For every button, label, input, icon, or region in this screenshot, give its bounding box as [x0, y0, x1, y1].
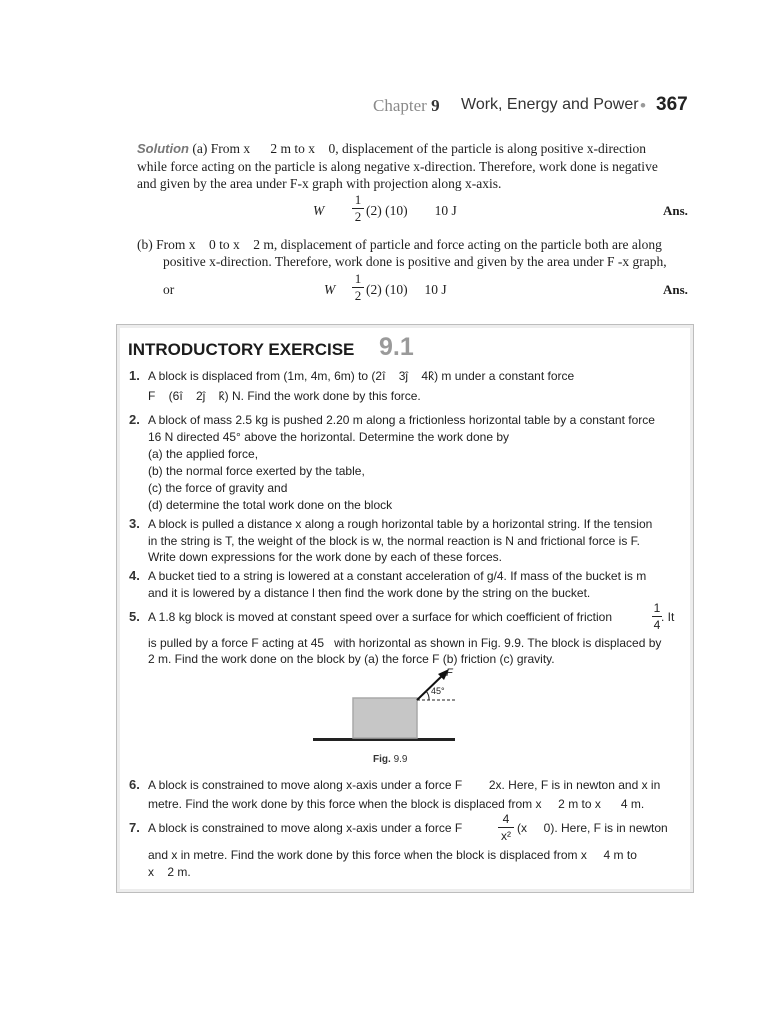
q7-line1a: A block is constrained to move along x-axis under a force F	[148, 821, 463, 835]
block	[353, 698, 417, 738]
eq1-w	[313, 202, 324, 219]
chapter-label	[373, 96, 440, 116]
q7-number: 7.	[129, 820, 140, 835]
q2-line2: 16 N directed 45° above the horizontal. Determine the work done by	[148, 430, 510, 444]
q2-option-a: (a) the applied force,	[148, 447, 259, 461]
eq1-w-symbol: W	[313, 203, 325, 218]
answer-label-1: Ans.	[663, 203, 688, 218]
q1-line1: A block is displaced from (1m, 4m, 6m) to (2î 3ĵ 4k̂) m under a constant force	[148, 369, 575, 383]
answer-label-2: Ans.	[663, 282, 688, 297]
q3-line3: Write down expressions for the work done by each of these forces.	[148, 550, 502, 564]
q7-fraction-denominator: x²	[501, 829, 511, 843]
q5-line2: is pulled by a force F acting at 45 with horizontal as shown in Fig. 9.9. The block is displaced by	[148, 636, 662, 650]
fraction-bar	[498, 827, 514, 828]
q7-fraction-numerator: 4	[502, 812, 510, 826]
or-word: or	[163, 282, 175, 297]
eq2-fraction	[352, 272, 364, 303]
chapter-word: Chapter	[373, 96, 427, 115]
q2-option-d: (d) determine the total work done on the block	[148, 498, 393, 512]
chapter-number: 9	[431, 96, 440, 115]
header-bullet: •	[640, 96, 646, 115]
solution-label: Solution	[137, 141, 189, 156]
q7-fraction	[498, 812, 514, 843]
eq1-denominator: 2	[354, 209, 362, 224]
q1-number: 1.	[129, 368, 140, 383]
q6-line2: metre. Find the work done by this force when the block is displaced from x 2 m to x 4 m.	[148, 797, 645, 811]
q5-line1: A 1.8 kg block is moved at constant speed over a surface for which coefficient of friction	[148, 610, 613, 624]
q3-line2: in the string is T, the weight of the block is w, the normal reaction is N and frictional force is F.	[148, 534, 641, 548]
q7-line1b: (x 0). Here, F is in newton	[517, 821, 668, 835]
eq1-fraction	[352, 193, 364, 224]
solution-b-line1: (b) From x 0 to x 2 m, displacement of particle and force acting on the particle both are along	[137, 237, 662, 252]
q2-option-b: (b) the normal force exerted by the table,	[148, 464, 365, 478]
q5-number: 5.	[129, 609, 140, 624]
q5-line3: 2 m. Find the work done on the block by (a) the force F (b) friction (c) gravity.	[148, 652, 555, 666]
solution-a-line2: while force acting on the particle is along negative x-direction. Therefore, work done is negative	[137, 159, 658, 174]
q3-line1: A block is pulled a distance x along a rough horizontal table by a horizontal string. If the tension	[148, 517, 653, 531]
eq1-numerator: 1	[354, 192, 362, 207]
exercise-number: 9.1	[379, 333, 414, 361]
q7-line2: and x in metre. Find the work done by this force when the block is displaced from x 4 m to	[148, 848, 637, 862]
eq2-denominator: 2	[354, 288, 362, 303]
figure-caption-number: 9.9	[393, 754, 408, 765]
q6-line1: A block is constrained to move along x-axis under a force F 2x. Here, F is in newton and x in	[148, 778, 661, 792]
eq2-w-symbol: W	[324, 282, 336, 297]
page-number: 367	[656, 94, 688, 115]
q4-line2: and it is lowered by a distance l then find the work done by the string on the bucket.	[148, 586, 591, 600]
q1-line2: F (6î 2ĵ k̂) N. Find the work done by this force.	[148, 389, 421, 403]
q6-number: 6.	[129, 777, 140, 792]
eq2-w	[324, 281, 335, 298]
q5-fraction-numerator: 1	[653, 601, 661, 615]
angle-arc	[426, 691, 429, 700]
q2-number: 2.	[129, 412, 140, 427]
angle-label: 45°	[431, 686, 445, 696]
solution-a-line1: (a) From x 2 m to x 0, displacement of the particle is along positive x-direction	[192, 141, 647, 156]
force-label: F	[446, 667, 453, 679]
q5-fraction-denominator: 4	[653, 618, 661, 632]
q5-it: . It	[661, 610, 675, 624]
q2-option-c: (c) the force of gravity and	[148, 481, 288, 495]
figure-caption-word: Fig.	[373, 754, 391, 765]
exercise-title: INTRODUCTORY EXERCISE	[128, 340, 355, 359]
q4-line1: A bucket tied to a string is lowered at a constant acceleration of g/4. If mass of the bucket is m	[148, 569, 647, 583]
q2-line1: A block of mass 2.5 kg is pushed 2.20 m along a frictionless horizontal table by a constant force	[148, 413, 655, 427]
chapter-title: Work, Energy and Power	[461, 96, 639, 113]
eq2-rest: (2) (10) 10 J	[366, 282, 447, 297]
eq2-numerator: 1	[354, 271, 362, 286]
solution-a-line3: and given by the area under F-x graph with projection along x-axis.	[137, 176, 502, 191]
q3-number: 3.	[129, 516, 140, 531]
eq1-rest: (2) (10) 10 J	[366, 203, 457, 218]
figure-block-diagram	[300, 664, 470, 750]
q7-line3: x 2 m.	[148, 865, 191, 879]
q4-number: 4.	[129, 568, 140, 583]
solution-line-1	[137, 140, 646, 157]
solution-b-line2: positive x-direction. Therefore, work done is positive and given by the area under F -x graph,	[163, 254, 667, 269]
figure-caption	[373, 754, 407, 765]
